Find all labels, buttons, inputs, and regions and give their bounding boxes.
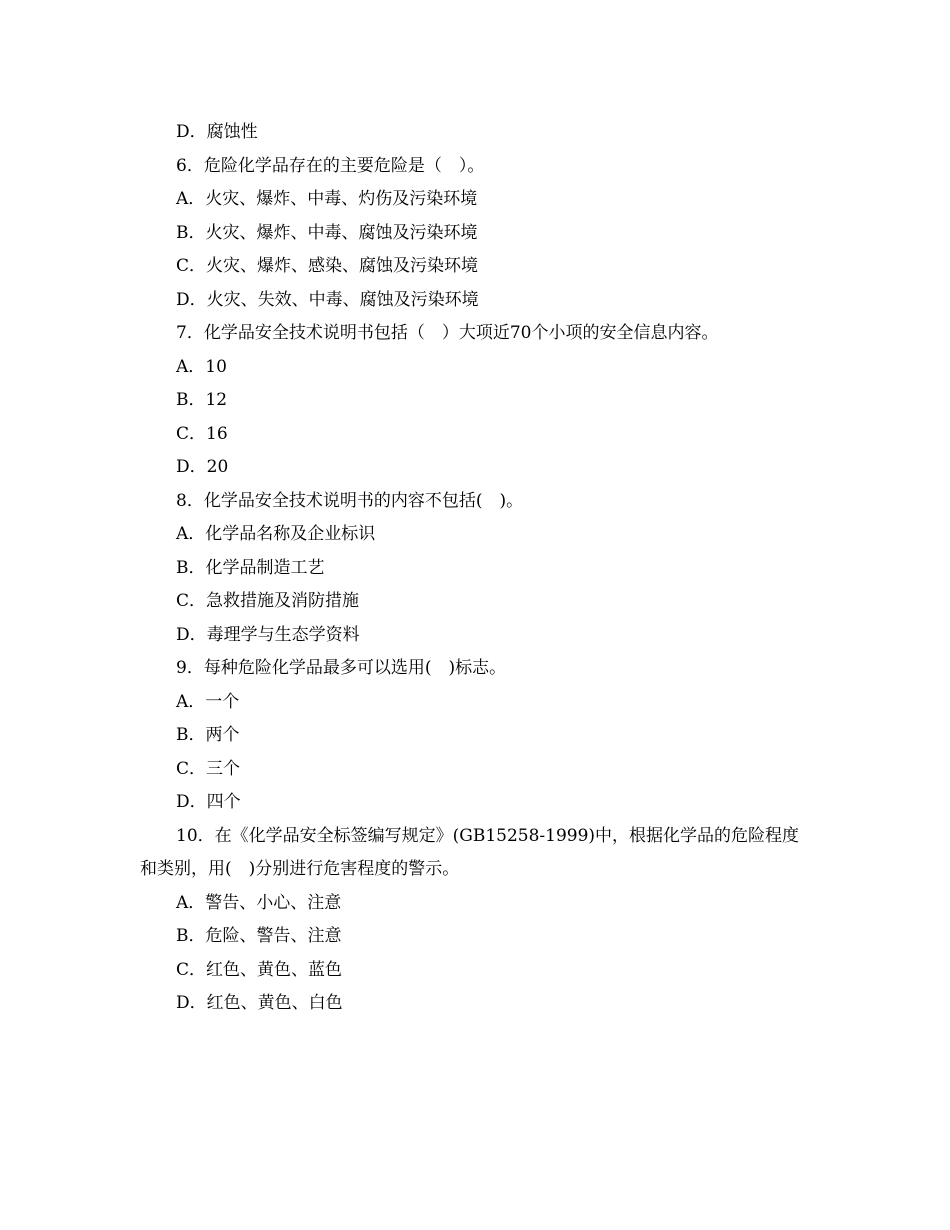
option-line: C．红色、黄色、蓝色	[176, 959, 343, 980]
option-line: D．红色、黄色、白色	[176, 993, 343, 1013]
question-6: 6．危险化学品存在的主要危险是（ ）。	[176, 155, 485, 176]
question-8: 8．化学品安全技术说明书的内容不包括( )。	[176, 490, 524, 511]
option-line: B．12	[176, 390, 228, 410]
option-line: D．四个	[176, 792, 241, 812]
option-line: C．急救措施及消防措施	[176, 591, 360, 611]
option-line: B．火灾、爆炸、中毒、腐蚀及污染环境	[176, 222, 478, 243]
option-line: D．腐蚀性	[176, 122, 258, 142]
option-line: B．危险、警告、注意	[176, 926, 342, 946]
option-line: A．火灾、爆炸、中毒、灼伤及污染环境	[176, 189, 478, 209]
option-line: B．化学品制造工艺	[176, 557, 325, 578]
option-line: C．火灾、爆炸、感染、腐蚀及污染环境	[176, 256, 479, 276]
option-line: C．16	[176, 423, 228, 444]
option-line: D．20	[176, 457, 229, 477]
option-line: A．10	[176, 356, 227, 377]
option-line: A．警告、小心、注意	[176, 892, 342, 913]
question-9: 9．每种危险化学品最多可以选用( )标志。	[176, 658, 507, 678]
question-10: 10．在《化学品安全标签编写规定》(GB15258-1999)中，根据化学品的危险程度和类别，用( )分别进行危害程度的警示。	[140, 825, 800, 879]
option-line: C．三个	[176, 758, 241, 779]
option-line: D．毒理学与生态学资料	[176, 624, 360, 645]
option-line: B．两个	[176, 725, 240, 745]
question-7: 7．化学品安全技术说明书包括（ ）大项近70个小项的安全信息内容。	[176, 323, 719, 343]
option-line: D．火灾、失效、中毒、腐蚀及污染环境	[176, 289, 479, 310]
option-line: A．一个	[176, 691, 240, 712]
option-line: A．化学品名称及企业标识	[176, 524, 376, 544]
document-content	[140, 116, 820, 1021]
